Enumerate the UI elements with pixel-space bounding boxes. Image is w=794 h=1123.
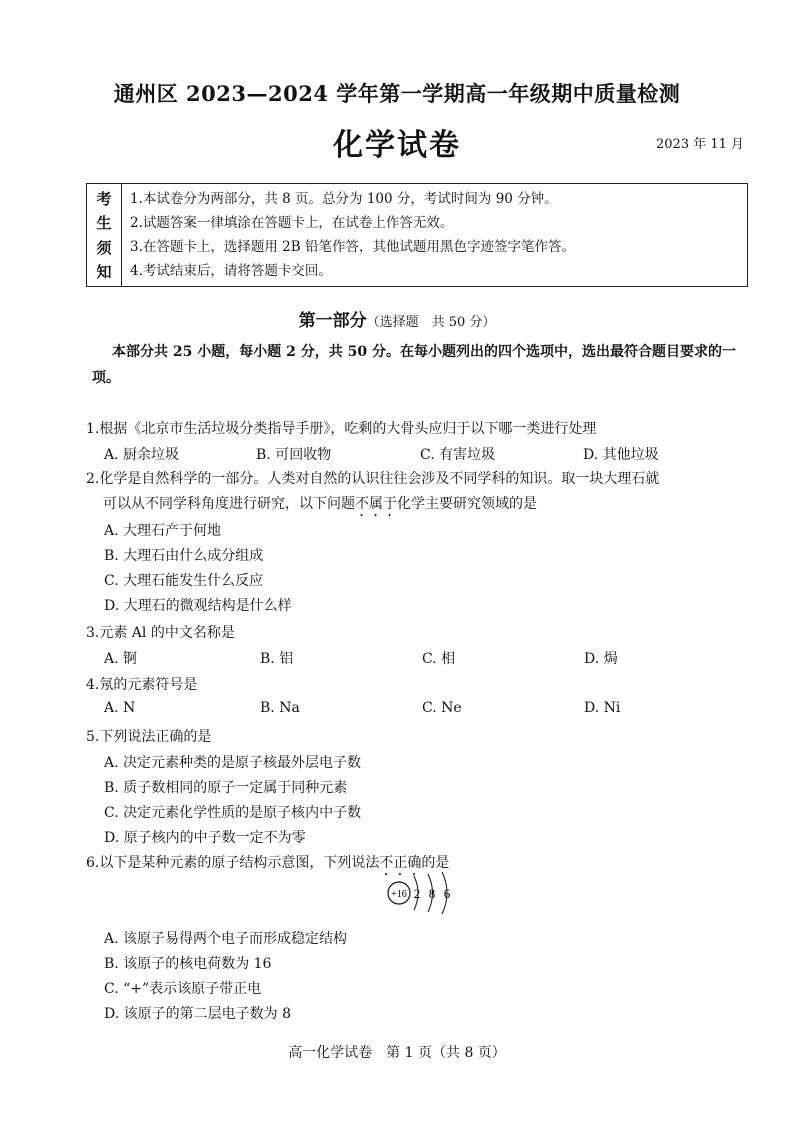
question-4-option-a: A. N xyxy=(104,700,136,716)
stem-text: 可以从不同学科角度进行研究，以下问题 xyxy=(103,496,355,512)
stem-text: 6.以下是某种元素的原子结构示意图，下列说法 xyxy=(86,855,380,871)
question-5-option-b: B. 质子数相同的原子一定属于同种元素 xyxy=(104,780,348,796)
question-1-option-b: B. 可回收物 xyxy=(256,447,332,463)
question-5-option-d: D. 原子核内的中子数一定不为零 xyxy=(104,830,306,846)
question-2-stem-line2 xyxy=(103,493,537,520)
notice-label-char: 须 xyxy=(96,238,112,257)
question-4-option-b: B. Na xyxy=(260,700,300,716)
question-4-stem: 4.氖的元素符号是 xyxy=(86,677,198,693)
question-6-option-b: B. 该原子的核电荷数为 16 xyxy=(104,956,272,972)
question-1-option-c: C. 有害垃圾 xyxy=(420,447,496,463)
section-subtitle: （选择题 共 50 分） xyxy=(366,315,496,330)
question-3-option-c: C. 相 xyxy=(422,651,456,667)
question-2-option-d: D. 大理石的微观结构是什么样 xyxy=(104,598,292,614)
question-6-option-c: C. “+”表示该原子带正电 xyxy=(104,981,262,997)
question-3-stem: 3.元素 Al 的中文名称是 xyxy=(86,625,235,641)
question-6-option-d: D. 该原子的第二层电子数为 8 xyxy=(104,1006,291,1022)
exam-subtitle: 化学试卷 xyxy=(333,128,461,163)
section-instruction: 本部分共 25 小题，每小题 2 分，共 50 分。在每小题列出的四个选项中，选出最符合题目要求的一项。 xyxy=(92,344,736,386)
question-2-option-a: A. 大理石产于何地 xyxy=(104,523,222,539)
question-5-option-c: C. 决定元素化学性质的是原子核内中子数 xyxy=(104,805,362,821)
question-1-stem: 1.根据《北京市生活垃圾分类指导手册》，吃剩的大骨头应归于以下哪一类进行处理 xyxy=(86,421,597,437)
stem-text: 的是 xyxy=(421,855,450,871)
question-5-option-a: A. 决定元素种类的是原子核最外层电子数 xyxy=(104,755,362,771)
question-1-option-d: D. 其他垃圾 xyxy=(583,447,659,463)
exam-title: 通州区 2023—2024 学年第一学期高一年级期中质量检测 xyxy=(113,81,681,106)
stem-text: 化学主要研究领域的是 xyxy=(397,496,537,512)
question-3-option-d: D. 焗 xyxy=(584,651,618,667)
shell-electron-count: 8 xyxy=(428,886,436,901)
notice-item: 4.考试结束后，请将答题卡交回。 xyxy=(130,263,332,279)
question-2-stem-line1-text: 2.化学是自然科学的一部分。人类对自然的认识往往会涉及不同学科的知识。取一块大理石就 xyxy=(86,471,660,487)
section-title: 第一部分 xyxy=(298,311,367,331)
question-3-option-b: B. 铝 xyxy=(260,651,294,667)
section-heading xyxy=(0,306,794,331)
notice-item: 3.在答题卡上，选择题用 2B 铅笔作答，其他试题用黑色字迹签字笔作答。 xyxy=(130,239,575,255)
question-5-stem: 5.下列说法正确的是 xyxy=(86,729,212,745)
emphasis-text: 不正确 xyxy=(379,855,422,871)
notice-label-char: 生 xyxy=(96,214,112,233)
question-4-option-d: D. Ni xyxy=(584,700,621,716)
exam-date: 2023 年 11 月 xyxy=(656,137,745,152)
notice-label-char: 知 xyxy=(96,263,112,282)
notice-item: 2.试题答案一律填涂在答题卡上，在试卷上作答无效。 xyxy=(130,215,454,231)
question-2-option-b: B. 大理石由什么成分组成 xyxy=(104,548,264,564)
notice-box xyxy=(86,183,748,287)
atom-structure-diagram xyxy=(386,868,466,918)
page-footer: 高一化学试卷 第 1 页（共 8 页） xyxy=(288,1045,506,1061)
question-6-option-a: A. 该原子易得两个电子而形成稳定结构 xyxy=(104,931,348,947)
nucleus-charge: +16 xyxy=(391,889,407,900)
notice-item: 1.本试卷分为两部分，共 8 页。总分为 100 分，考试时间为 90 分钟。 xyxy=(130,191,558,207)
question-3-option-a: A. 锕 xyxy=(104,651,138,667)
question-1-option-a: A. 厨余垃圾 xyxy=(104,447,180,463)
notice-label xyxy=(87,184,122,286)
notice-items xyxy=(122,184,747,286)
question-2-option-c: C. 大理石能发生什么反应 xyxy=(104,573,264,589)
shell-electron-count: 2 xyxy=(413,886,421,901)
question-4-option-c: C. Ne xyxy=(422,700,462,716)
notice-label-char: 考 xyxy=(96,189,112,208)
shell-electron-count: 6 xyxy=(443,886,451,901)
emphasis-text: 不属于 xyxy=(355,496,397,512)
